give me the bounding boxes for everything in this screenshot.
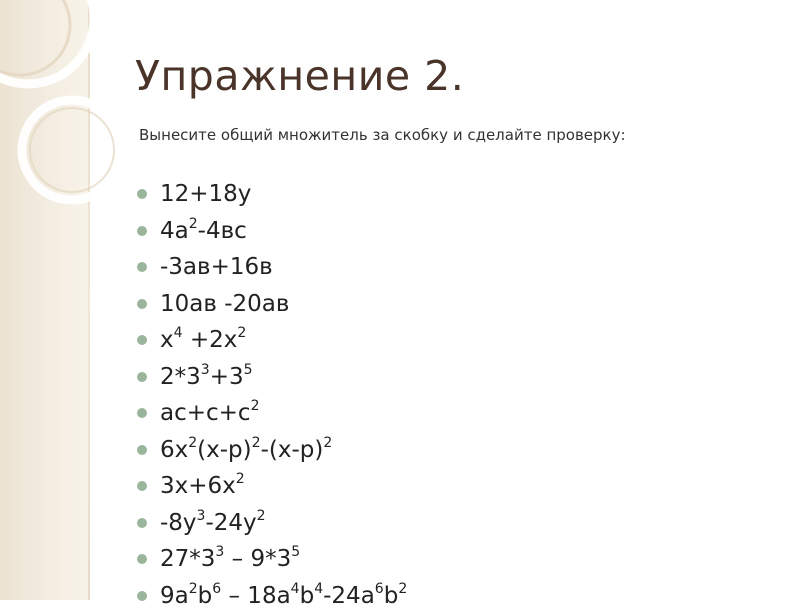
list-item — [137, 541, 407, 578]
instruction-text: Вынесите общий множитель за скобку и сделайте проверку: — [139, 126, 626, 144]
list-item — [137, 322, 407, 359]
expression: $6x^2(x-p)^2-(x-p)^2$ — [160, 437, 332, 463]
list-item — [137, 176, 407, 213]
expression: $3x+6x^2$ — [160, 473, 245, 499]
list-item — [137, 468, 407, 505]
expression: $-8y^3-24y^2$ — [160, 510, 266, 536]
expression: -3ав+16в — [160, 254, 273, 280]
expression: 12+18y — [160, 181, 251, 207]
expression: $x^4 +2x^2$ — [160, 327, 246, 353]
list-item — [137, 286, 407, 323]
list-item — [137, 395, 407, 432]
bullet-icon — [137, 408, 147, 418]
bullet-icon — [137, 372, 147, 382]
decorative-circles-icon — [0, 0, 130, 240]
list-item — [137, 249, 407, 286]
bullet-icon — [137, 226, 147, 236]
expression: $2*3^3+3^5$ — [160, 364, 253, 390]
expression: $4a^2-4вс$ — [160, 218, 247, 244]
bullet-icon — [137, 591, 147, 601]
list-item — [137, 359, 407, 396]
bullet-icon — [137, 445, 147, 455]
expression: $9a^2b^6 - 18a^4b^4-24a^6b^2$ — [160, 583, 407, 609]
expression: $ac+c+c^2$ — [160, 400, 260, 426]
bullet-icon — [137, 299, 147, 309]
expression: $27*3^3 - 9*3^5$ — [160, 546, 300, 572]
bullet-icon — [137, 262, 147, 272]
list-item — [137, 432, 407, 469]
list-item — [137, 578, 407, 614]
bullet-icon — [137, 481, 147, 491]
bullet-icon — [137, 518, 147, 528]
list-item — [137, 505, 407, 542]
bullet-icon — [137, 554, 147, 564]
expression: 10ав -20ав — [160, 291, 289, 317]
bullet-icon — [137, 335, 147, 345]
list-item — [137, 213, 407, 250]
exercise-list — [137, 176, 407, 614]
page-title: Упражнение 2. — [135, 52, 464, 100]
bullet-icon — [137, 189, 147, 199]
